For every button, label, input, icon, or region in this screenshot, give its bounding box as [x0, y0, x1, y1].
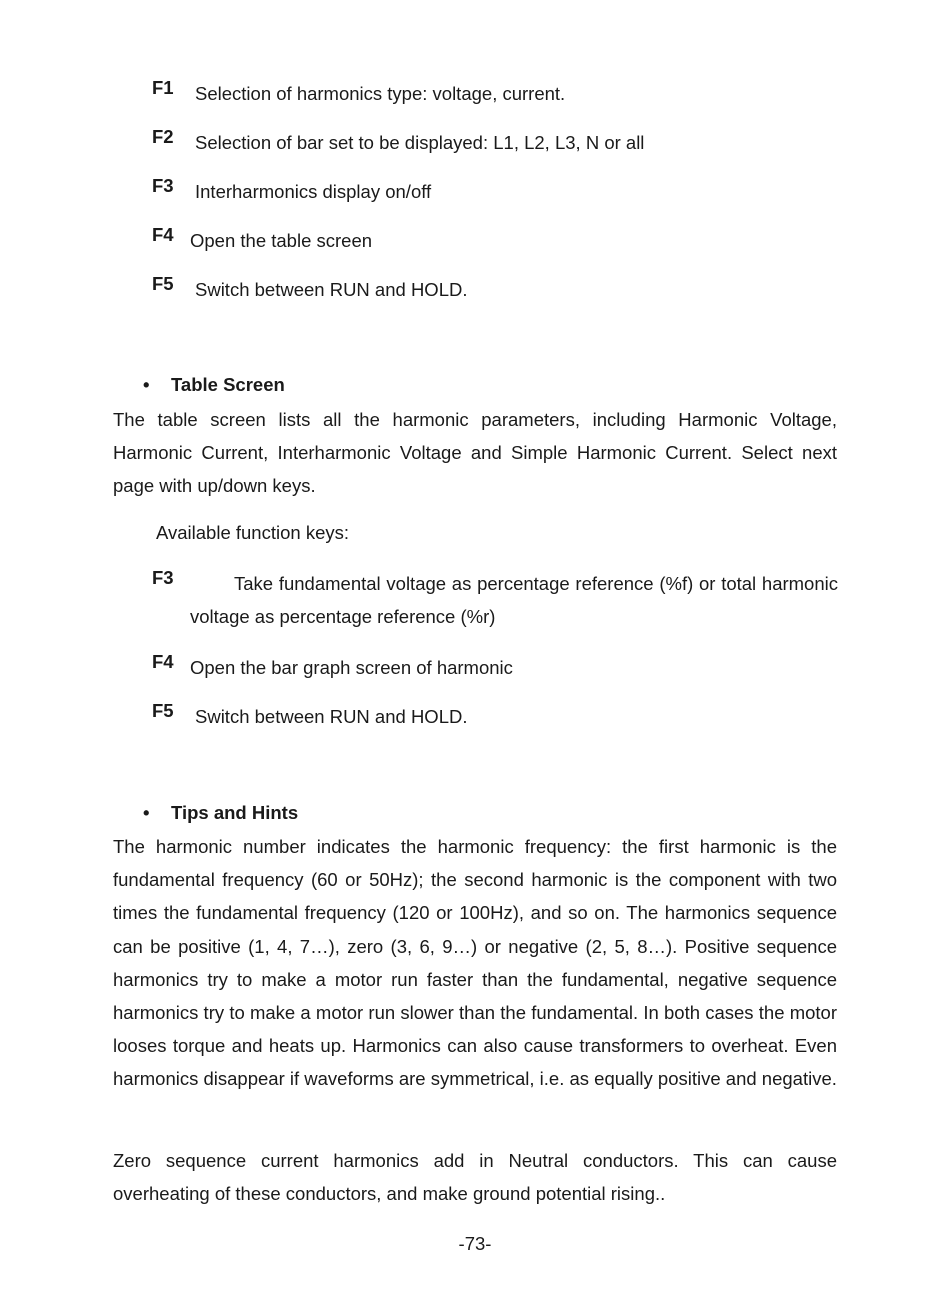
fkey-description: Switch between RUN and HOLD.: [195, 706, 468, 727]
fkey-label: F1: [152, 77, 174, 98]
bullet-icon: •: [143, 374, 150, 395]
fkey-description: Interharmonics display on/off: [195, 181, 432, 202]
fkey-f4-table: [152, 651, 842, 684]
fkey-description: Switch between RUN and HOLD.: [195, 279, 468, 300]
section-heading-tips: [143, 802, 298, 824]
available-keys-label: Available function keys:: [156, 522, 349, 543]
fkey-label: F2: [152, 126, 174, 147]
bullet-icon: •: [143, 802, 150, 823]
table-screen-paragraph: The table screen lists all the harmonic parameters, including Harmonic Voltage, Harmonic Current, Interharmonic Voltage and Simple Harmonic Current. Select next page with up/down keys.: [113, 409, 837, 497]
fkey-label: F5: [152, 700, 174, 721]
fkey-f3-table: [152, 567, 842, 633]
section-heading-table-screen: [143, 374, 285, 396]
fkey-label: F4: [152, 224, 174, 245]
fkey-label: F5: [152, 273, 174, 294]
fkey-f2: [152, 126, 842, 159]
page-number: -73-: [458, 1233, 492, 1254]
fkey-label: F4: [152, 651, 174, 672]
fkey-label: F3: [152, 175, 174, 196]
fkey-label: F3: [152, 567, 174, 588]
fkey-f3: [152, 175, 842, 208]
fkey-description: Open the table screen: [190, 230, 373, 251]
fkey-f5: [152, 273, 842, 306]
heading-text: Tips and Hints: [171, 802, 299, 823]
fkey-f4: [152, 224, 842, 257]
tips-paragraph-1: The harmonic number indicates the harmonic frequency: the first harmonic is the fundamental frequency (60 or 50Hz); the second harmonic is the component with two times the fundamental frequency (120 or 100Hz), and so on. The harmonics sequence can be positive (1, 4, 7…), zero (3, 6, 9…) or negative (2, 5, 8…). Positive sequence harmonics try to make a motor run faster than the fundamental, negative sequence harmonics try to make a motor run slower than the fundamental. In both cases the motor looses torque and heats up. Harmonics can also cause transformers to overheat. Even harmonics disappear if waveforms are symmetrical, i.e. as equally positive and negative.: [113, 836, 837, 1090]
fkey-f1: [152, 77, 842, 110]
fkey-description: Take fundamental voltage as percentage reference (%f) or total harmonic voltage as percentage reference (%r): [190, 573, 838, 627]
heading-text: Table Screen: [171, 374, 285, 395]
fkey-description: Open the bar graph screen of harmonic: [190, 657, 513, 678]
fkey-description: Selection of bar set to be displayed: L1, L2, L3, N or all: [195, 132, 645, 153]
tips-paragraph-2: Zero sequence current harmonics add in Neutral conductors. This can cause overheating of these conductors, and make ground potential rising..: [113, 1150, 837, 1205]
fkey-f5-table: [152, 700, 842, 733]
fkey-description: Selection of harmonics type: voltage, current.: [195, 83, 566, 104]
